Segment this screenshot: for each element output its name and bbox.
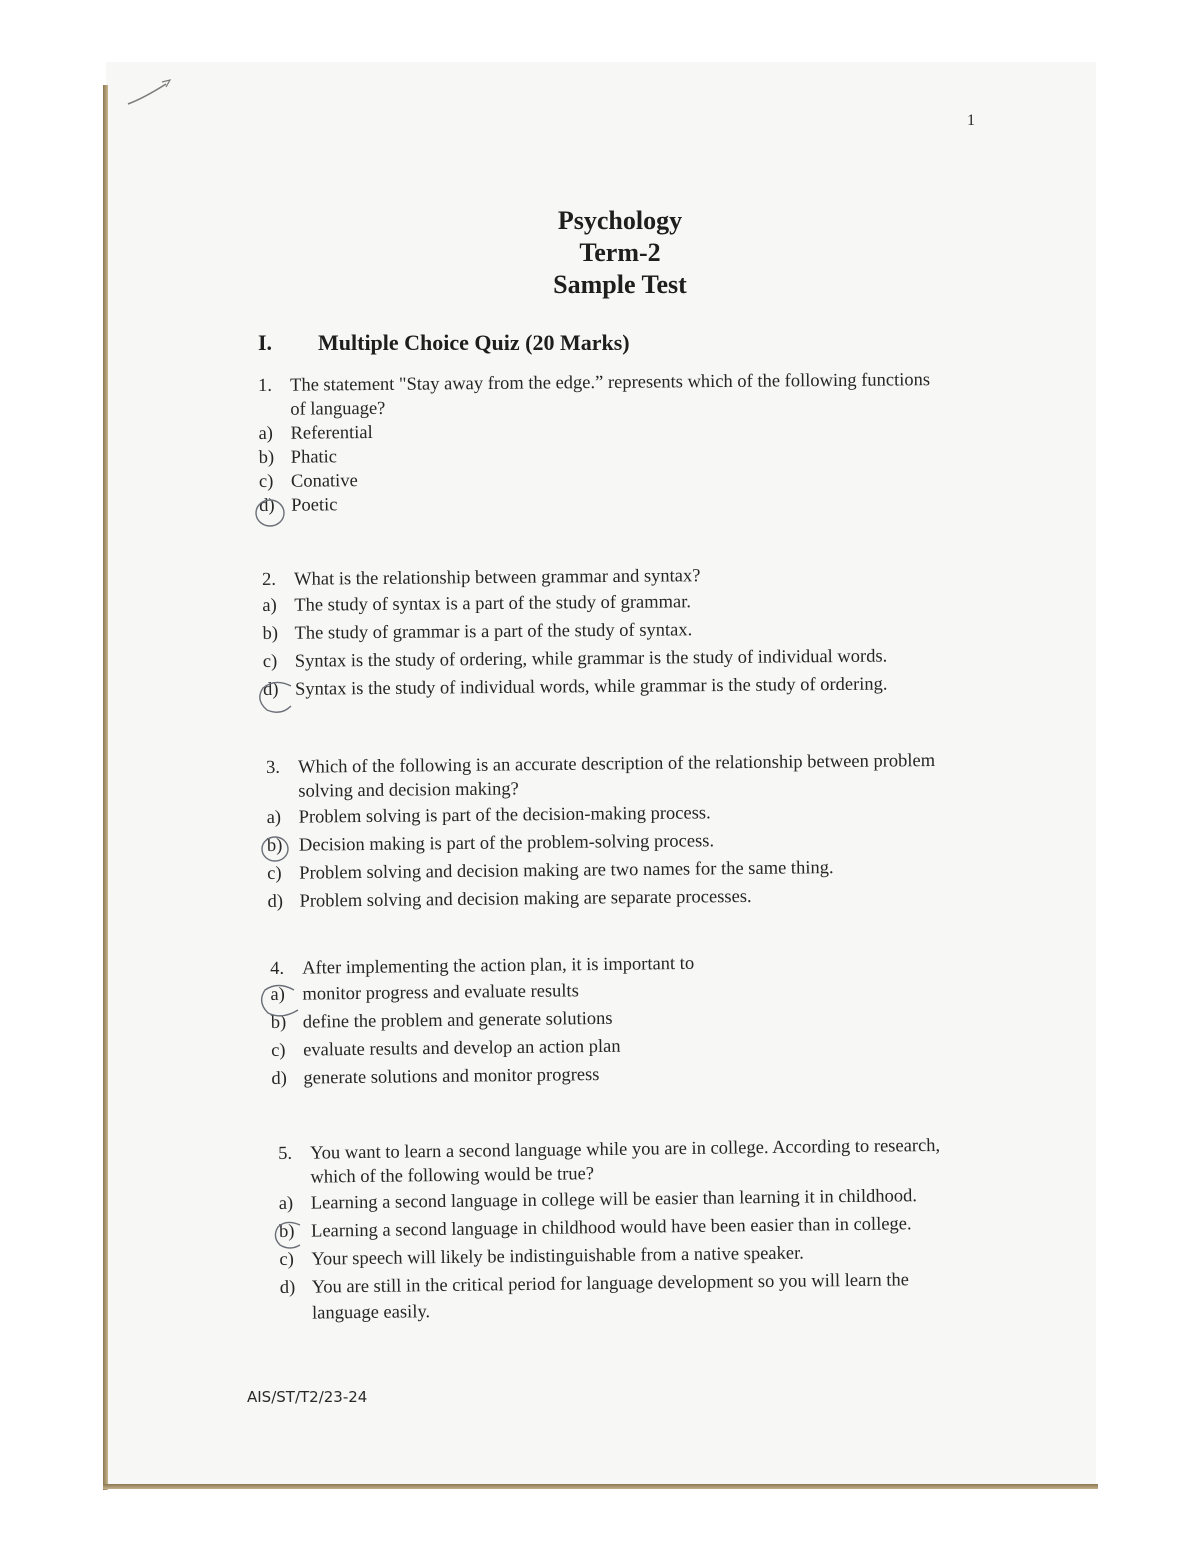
option-text: Learning a second language in college will be easier than learning it in childhood.: [310, 1186, 918, 1214]
option-text: The study of grammar is a part of the study of syntax.: [294, 620, 693, 644]
option-label: b): [258, 447, 275, 468]
question-text: You want to learn a second language while you are in college. According to research,: [310, 1135, 941, 1164]
option-label: d): [267, 891, 284, 912]
option-text: Your speech will likely be indistinguishable from a native speaker.: [311, 1243, 804, 1270]
option-label: a): [278, 1193, 294, 1214]
option-text: Syntax is the study of ordering, while grammar is the study of individual words.: [294, 646, 888, 672]
question-3: [266, 749, 937, 916]
option-label: a): [266, 807, 282, 828]
title-subject: Psychology: [557, 206, 683, 235]
paper-bottom-edge: [103, 1484, 1098, 1489]
question-text: After implementing the action plan, it is important to: [302, 953, 695, 979]
section-number: I.: [258, 330, 273, 355]
option-text: Phatic: [290, 447, 338, 468]
option-text: The study of syntax is a part of the study of grammar.: [294, 592, 692, 616]
option-text-continued: language easily.: [311, 1302, 431, 1324]
option-label: d): [279, 1277, 296, 1298]
option-text: evaluate results and develop an action plan: [303, 1036, 621, 1061]
page-number: 1: [967, 112, 975, 129]
question-text: What is the relationship between grammar and syntax?: [294, 566, 701, 590]
option-label: d): [262, 679, 279, 700]
option-text: monitor progress and evaluate results: [302, 981, 579, 1005]
question-text: Which of the following is an accurate description of the relationship between problem: [298, 750, 936, 778]
option-text: define the problem and generate solutions: [302, 1008, 613, 1033]
option-label: a): [262, 595, 277, 616]
option-text: Decision making is part of the problem-solving process.: [298, 831, 715, 856]
option-label: b): [278, 1221, 295, 1242]
question-text: The statement "Stay away from the edge.” represents which of the following functions: [290, 370, 931, 396]
option-d: [271, 1060, 695, 1093]
section-heading: [258, 330, 630, 356]
title-block: [470, 205, 770, 301]
option-text: You are still in the critical period for language development so you will learn the: [311, 1270, 910, 1298]
option-label: c): [258, 471, 274, 492]
option-text: Problem solving and decision making are two names for the same thing.: [299, 858, 834, 884]
option-label: a): [270, 984, 285, 1005]
question-4: [270, 952, 696, 1093]
option-text: Poetic: [291, 495, 338, 516]
question-number: 4.: [270, 958, 285, 979]
option-text: Problem solving is part of the decision-making process.: [298, 803, 711, 828]
option-label: b): [262, 623, 279, 644]
paper-left-edge: [103, 85, 108, 1490]
title-term: Term-2: [579, 238, 661, 267]
option-text: Learning a second language in childhood would have been easier than in college.: [310, 1214, 912, 1242]
question-2: [262, 563, 888, 704]
option-text: Problem solving and decision making are separate processes.: [299, 886, 752, 912]
question-text-continued: which of the following would be true?: [310, 1164, 595, 1188]
option-label: c): [267, 863, 282, 884]
question-1: [258, 368, 931, 518]
option-text: Referential: [290, 423, 373, 444]
question-text-continued: solving and decision making?: [298, 779, 519, 802]
question-number: 2.: [262, 569, 277, 590]
question-number: 5.: [278, 1143, 293, 1164]
option-d: [263, 671, 888, 704]
option-label: d): [271, 1068, 288, 1089]
option-text: Conative: [290, 471, 358, 492]
title-test: Sample Test: [553, 270, 687, 299]
question-number: 1.: [258, 375, 273, 396]
option-label: c): [271, 1040, 286, 1061]
pencil-mark-icon: [126, 78, 172, 108]
question-text-continued: of language?: [290, 398, 386, 420]
section-title: Multiple Choice Quiz (20 Marks): [318, 330, 630, 355]
option-text: generate solutions and monitor progress: [303, 1064, 600, 1089]
option-label: b): [266, 835, 283, 856]
option-label: c): [279, 1249, 294, 1270]
question-number: 3.: [266, 757, 281, 778]
option-label: a): [258, 423, 273, 444]
option-label: c): [262, 651, 278, 672]
question-5: [278, 1134, 942, 1326]
option-text: Syntax is the study of individual words, while grammar is the study of ordering.: [294, 674, 888, 700]
option-label: b): [270, 1012, 287, 1033]
footer-code: AIS/ST/T2/23-24: [247, 1388, 368, 1406]
option-label: d): [259, 495, 275, 516]
